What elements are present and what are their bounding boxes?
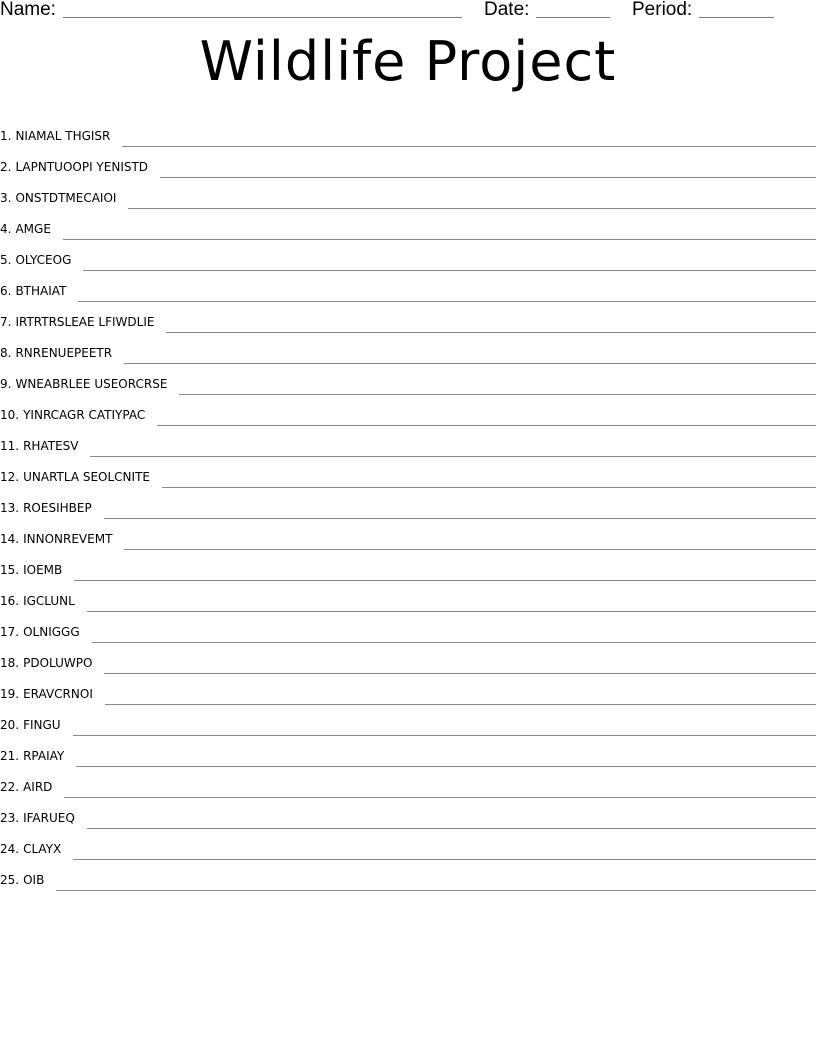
list-item [0,732,816,763]
list-item [0,794,816,825]
scrambled-word: IRTRTRSLEAE LFIWDLIE [15,315,155,329]
date-field[interactable] [536,17,610,18]
scrambled-word: IFARUEQ [23,811,75,825]
answer-line[interactable] [128,208,816,209]
item-number: 20. [0,718,20,732]
list-item [0,236,816,267]
item-number: 21. [0,749,20,763]
list-item [0,298,816,329]
answer-line[interactable] [122,146,816,147]
answer-line[interactable] [78,301,816,302]
answer-line[interactable] [124,363,816,364]
scrambled-word: LAPNTUOOPI YENISTD [15,160,149,174]
answer-line[interactable] [104,518,816,519]
item-number: 23. [0,811,20,825]
name-label: Name: [0,0,56,20]
list-item [0,174,816,205]
item-number: 4. [0,222,12,236]
answer-line[interactable] [157,425,816,426]
scrambled-word: INNONREVEMT [23,532,113,546]
item-number: 12. [0,470,20,484]
scrambled-word: BTHAIAT [15,284,67,298]
item-number: 8. [0,346,12,360]
scrambled-word: OIB [23,873,45,887]
item-number: 11. [0,439,20,453]
item-number: 15. [0,563,20,577]
answer-line[interactable] [73,859,816,860]
answer-line[interactable] [104,673,816,674]
answer-line[interactable] [74,580,816,581]
period-field[interactable] [699,17,774,18]
answer-line[interactable] [179,394,816,395]
answer-line[interactable] [87,611,816,612]
answer-line[interactable] [76,766,816,767]
scrambled-word: YINRCAGR CATIYPAC [23,408,146,422]
list-item [0,143,816,174]
answer-line[interactable] [90,456,816,457]
answer-line[interactable] [64,797,816,798]
item-number: 3. [0,191,12,205]
scrambled-word: AMGE [15,222,51,236]
item-number: 16. [0,594,20,608]
scrambled-word: IOEMB [23,563,63,577]
list-item [0,701,816,732]
scrambled-word: NIAMAL THGISR [15,129,111,143]
scrambled-word: PDOLUWPO [23,656,93,670]
answer-line[interactable] [160,177,816,178]
answer-line[interactable] [83,270,816,271]
list-item [0,205,816,236]
scrambled-word: CLAYX [23,842,62,856]
list-item [0,763,816,794]
item-number: 13. [0,501,20,515]
list-item [0,577,816,608]
list-item [0,515,816,546]
scrambled-word: ONSTDTMECAIOI [15,191,117,205]
item-number: 10. [0,408,20,422]
scrambled-word: ERAVCRNOI [23,687,93,701]
list-item [0,391,816,422]
item-number: 1. [0,129,12,143]
scramble-list [0,112,816,887]
item-number: 5. [0,253,12,267]
item-number: 25. [0,873,20,887]
answer-line[interactable] [92,642,816,643]
list-item [0,112,816,143]
list-item [0,670,816,701]
period-label: Period: [632,0,693,20]
answer-line[interactable] [105,704,816,705]
scrambled-word: RNRENUEPEETR [15,346,113,360]
list-item [0,825,816,856]
list-item [0,484,816,515]
list-item [0,453,816,484]
page-title: Wildlife Project [199,30,617,93]
date-label: Date: [484,0,530,20]
scrambled-word: FINGU [23,718,61,732]
list-item [0,639,816,670]
scrambled-word: OLYCEOG [15,253,72,267]
answer-line[interactable] [162,487,816,488]
list-item [0,360,816,391]
scrambled-word: AIRD [23,780,53,794]
scrambled-word: IGCLUNL [23,594,75,608]
list-item [0,329,816,360]
list-item [0,267,816,298]
list-item [0,546,816,577]
answer-line[interactable] [124,549,816,550]
answer-line[interactable] [166,332,816,333]
worksheet-header [0,0,816,24]
item-number: 2. [0,160,12,174]
item-number: 19. [0,687,20,701]
answer-line[interactable] [73,735,816,736]
item-number: 6. [0,284,12,298]
answer-line[interactable] [56,890,816,891]
item-number: 14. [0,532,20,546]
name-field[interactable] [63,17,462,18]
item-number: 22. [0,780,20,794]
item-number: 24. [0,842,20,856]
list-item [0,608,816,639]
item-number: 18. [0,656,20,670]
answer-line[interactable] [63,239,816,240]
list-item [0,856,816,887]
item-number: 17. [0,625,20,639]
scrambled-word: UNARTLA SEOLCNITE [23,470,150,484]
scrambled-word: RHATESV [23,439,79,453]
scrambled-word: ROESIHBEP [23,501,92,515]
answer-line[interactable] [87,828,816,829]
list-item [0,422,816,453]
item-number: 7. [0,315,12,329]
scrambled-word: RPAIAY [23,749,65,763]
scrambled-word: WNEABRLEE USEORCRSE [15,377,168,391]
scrambled-word: OLNIGGG [23,625,80,639]
item-number: 9. [0,377,12,391]
